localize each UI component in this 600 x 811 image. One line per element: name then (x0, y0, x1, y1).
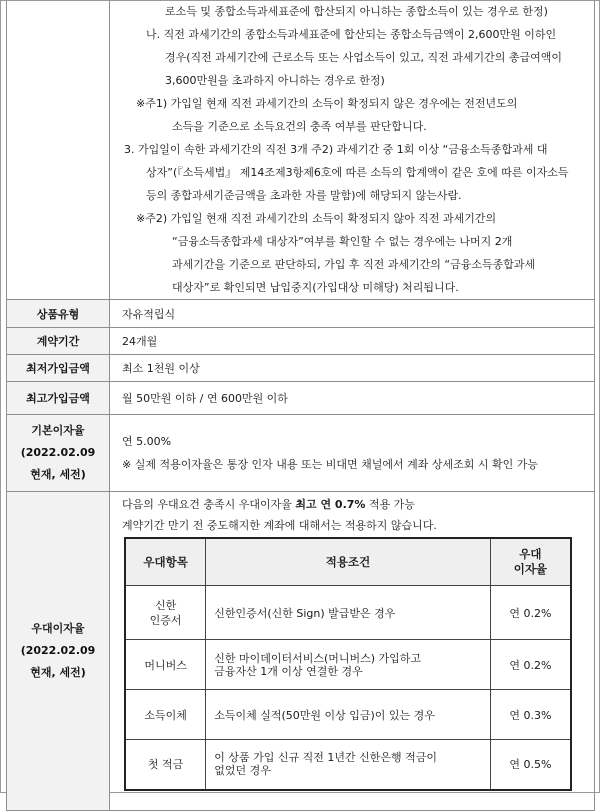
base-rate-row (7, 415, 595, 492)
product-type-label: 상품유형 (7, 300, 110, 328)
preferential-intro-suffix: 적용 가능 (368, 498, 415, 511)
pref-condition: 신한 마이데이터서비스(머니버스) 가입하고 금융자산 1개 이상 연결한 경우 (206, 640, 491, 690)
max-amount-value: 월 50만원 이하 / 연 600만원 이하 (110, 382, 595, 415)
pref-condition: 신한인증서(신한 Sign) 발급받은 경우 (206, 586, 491, 640)
preferential-max-rate: 최고 연 0.7% (295, 498, 366, 511)
min-amount-value: 최소 1천원 이상 (110, 355, 595, 382)
pref-item: 머니버스 (125, 640, 206, 690)
eligibility-line: 3,600만원을 초과하지 아니하는 경우로 한정) (165, 73, 385, 87)
max-amount-row (7, 382, 595, 415)
preferential-row (125, 690, 571, 740)
eligibility-note: “금융소득종합과세 대상자”여부를 확인할 수 없는 경우에는 나머지 2개 (172, 234, 513, 248)
base-rate-label-line: 기본이자율 (31, 424, 85, 437)
eligibility-line: 등의 종합과세기준금액을 초과한 자를 말함)에 해당되지 않는사람. (146, 188, 462, 202)
preferential-intro-line2: 계약기간 만기 전 중도해지한 계좌에 대해서는 적용하지 않습니다. (122, 519, 437, 532)
pref-rate: 연 0.3% (490, 690, 571, 740)
pref-item: 소득이체 (125, 690, 206, 740)
preferential-row (125, 640, 571, 690)
contract-period-value: 24개월 (110, 328, 595, 355)
pref-item: 첫 적금 (125, 740, 206, 790)
pref-item: 신한 인증서 (125, 586, 206, 640)
pref-condition: 이 상품 가입 신규 직전 1년간 신한은행 적금이 없었던 경우 (206, 740, 491, 790)
eligibility-note: 과세기간을 기준으로 판단하되, 가입 후 직전 과세기간의 “금융소득종합과세 (172, 257, 536, 271)
base-rate-value-cell (110, 415, 595, 492)
pref-rate: 연 0.2% (490, 640, 571, 690)
preferential-rate-row (7, 492, 595, 811)
preferential-row (125, 586, 571, 640)
min-amount-label: 최저가입금액 (7, 355, 110, 382)
eligibility-text (110, 0, 595, 300)
header-condition: 적용조건 (206, 538, 491, 586)
preferential-table-header (125, 538, 571, 586)
min-amount-row (7, 355, 595, 382)
header-rate: 우대 이자율 (490, 538, 571, 586)
header-item: 우대항목 (125, 538, 206, 586)
base-rate-label (7, 415, 110, 492)
pref-rate: 연 0.2% (490, 586, 571, 640)
pref-rate: 연 0.5% (490, 740, 571, 790)
preferential-intro (122, 494, 582, 515)
contract-period-label: 계약기간 (7, 328, 110, 355)
pref-condition: 소득이체 실적(50만원 이상 입금)이 있는 경우 (206, 690, 491, 740)
preferential-rate-label-line: (2022.02.09 (20, 644, 96, 657)
preferential-conditions-table (124, 537, 572, 791)
eligibility-note: 대상자”로 확인되면 납입중지(가입대상 미해당) 처리됩니다. (172, 280, 459, 294)
product-type-row (7, 300, 595, 328)
product-info-table (6, 0, 595, 811)
preferential-rate-label-line: 우대이자율 (31, 622, 85, 635)
base-rate-value: 연 5.00% (122, 435, 172, 448)
preferential-rate-label (7, 492, 110, 811)
base-rate-label-line: 현재, 세전) (30, 468, 86, 481)
eligibility-line: 경우(직전 과세기간에 근로소득 또는 사업소득이 있고, 직전 과세기간의 총급여액이 (165, 50, 563, 64)
eligibility-label-cell (7, 0, 110, 300)
eligibility-line: 나. 직전 과세기간의 종합소득과세표준에 합산되는 종합소득금액이 2,600만원 이하인 (146, 27, 557, 41)
eligibility-line: 상자”(『소득세법』 제14조제3항제6호에 따른 소득의 합계액이 같은 호에 따른 이자소득 (146, 165, 569, 179)
base-rate-note: ※ 실제 적용이자율은 통장 인자 내용 또는 비대면 채널에서 계좌 상세조회 시 확인 가능 (122, 458, 538, 471)
eligibility-line: 3. 가입일이 속한 과세기간의 직전 3개 주2) 과세기간 중 1회 이상 “금융소득종합과세 대 (124, 142, 548, 156)
product-type-value: 자유적립식 (110, 300, 595, 328)
eligibility-line: 로소득 및 종합소득과세표준에 합산되지 아니하는 종합소득이 있는 경우로 한정) (165, 4, 548, 18)
contract-period-row (7, 328, 595, 355)
eligibility-note: ※주1) 가입일 현재 직전 과세기간의 소득이 확정되지 않은 경우에는 전전년도의 (136, 96, 518, 110)
preferential-row (125, 740, 571, 790)
preferential-intro-prefix: 다음의 우대요건 충족시 우대이자율 (122, 498, 292, 511)
max-amount-label: 최고가입금액 (7, 382, 110, 415)
preferential-rate-cell (110, 492, 595, 811)
eligibility-row (7, 0, 595, 300)
eligibility-note: ※주2) 가입일 현재 직전 과세기간의 소득이 확정되지 않아 직전 과세기간의 (136, 211, 497, 225)
eligibility-note: 소득을 기준으로 소득요건의 충족 여부를 판단합니다. (172, 119, 427, 133)
preferential-rate-label-line: 현재, 세전) (30, 666, 86, 679)
base-rate-label-line: (2022.02.09 (20, 446, 96, 459)
